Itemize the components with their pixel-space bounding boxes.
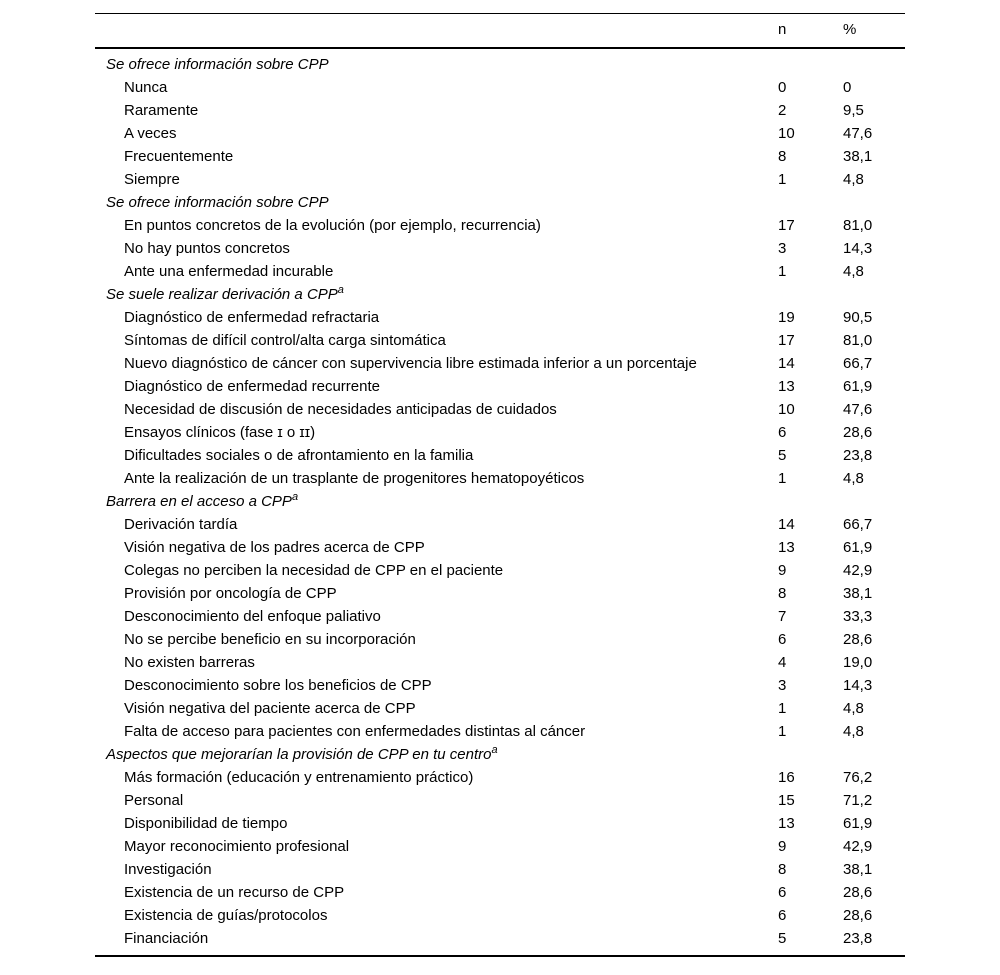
section-title: Se suele realizar derivación a CPP bbox=[106, 286, 338, 303]
header-percent-column: % bbox=[843, 14, 905, 49]
section-header-row bbox=[95, 490, 905, 513]
row-percent-value: 23,8 bbox=[843, 930, 873, 947]
row-n-value: 13 bbox=[778, 539, 795, 556]
row-percent-value: 19,0 bbox=[843, 654, 873, 671]
row-percent-value: 81,0 bbox=[843, 217, 873, 234]
row-label: Visión negativa del paciente acerca de CPP bbox=[124, 700, 416, 717]
row-label: Nuevo diagnóstico de cáncer con supervivencia libre estimada inferior a un porcentaje bbox=[124, 355, 697, 372]
row-label: Disponibilidad de tiempo bbox=[124, 815, 288, 832]
row-percent-value: 61,9 bbox=[843, 539, 873, 556]
row-label: Diagnóstico de enfermedad refractaria bbox=[124, 309, 380, 326]
row-n-value: 13 bbox=[778, 378, 795, 395]
row-n-value: 14 bbox=[778, 516, 795, 533]
row-label: Existencia de guías/protocolos bbox=[124, 907, 328, 924]
row-n-value: 1 bbox=[778, 700, 787, 717]
row-percent-value: 81,0 bbox=[843, 332, 873, 349]
row-percent-value: 4,8 bbox=[843, 470, 864, 487]
row-label: Desconocimiento del enfoque paliativo bbox=[124, 608, 381, 625]
row-percent-value: 9,5 bbox=[843, 102, 864, 119]
row-percent-value: 66,7 bbox=[843, 355, 873, 372]
table-header bbox=[95, 14, 905, 49]
table-row bbox=[95, 421, 905, 444]
footnote-marker: a bbox=[337, 284, 344, 296]
row-label: No hay puntos concretos bbox=[124, 240, 290, 257]
row-percent-value: 71,2 bbox=[843, 792, 873, 809]
row-percent-value: 33,3 bbox=[843, 608, 873, 625]
row-n-value: 9 bbox=[778, 838, 787, 855]
row-n-value: 5 bbox=[778, 447, 787, 464]
table-row bbox=[95, 352, 905, 375]
table-row bbox=[95, 766, 905, 789]
table-row bbox=[95, 858, 905, 881]
row-percent-value: 4,8 bbox=[843, 700, 864, 717]
row-label: Colegas no perciben la necesidad de CPP en el paciente bbox=[124, 562, 504, 579]
row-percent-value: 76,2 bbox=[843, 769, 873, 786]
row-n-value: 13 bbox=[778, 815, 795, 832]
table-row bbox=[95, 812, 905, 835]
row-n-value: 1 bbox=[778, 723, 787, 740]
row-n-value: 7 bbox=[778, 608, 787, 625]
row-percent-value: 61,9 bbox=[843, 815, 873, 832]
row-label: No se percibe beneficio en su incorporación bbox=[124, 631, 416, 648]
row-label: Investigación bbox=[124, 861, 212, 878]
row-label: Siempre bbox=[124, 171, 180, 188]
row-label: Personal bbox=[124, 792, 184, 809]
header-row bbox=[95, 14, 905, 49]
row-n-value: 10 bbox=[778, 125, 795, 142]
section-title: Se ofrece información sobre CPP bbox=[106, 56, 329, 73]
table-row bbox=[95, 306, 905, 329]
row-label: Ante la realización de un trasplante de progenitores hematopoyéticos bbox=[124, 470, 585, 487]
table-row bbox=[95, 536, 905, 559]
table-row bbox=[95, 927, 905, 956]
row-percent-value: 38,1 bbox=[843, 148, 873, 165]
table-row bbox=[95, 444, 905, 467]
row-percent-value: 28,6 bbox=[843, 907, 873, 924]
section-header-row bbox=[95, 191, 905, 214]
table-row bbox=[95, 76, 905, 99]
row-n-value: 3 bbox=[778, 677, 787, 694]
row-n-value: 6 bbox=[778, 424, 787, 441]
table-row bbox=[95, 651, 905, 674]
table-row bbox=[95, 467, 905, 490]
row-label: Visión negativa de los padres acerca de CPP bbox=[124, 539, 425, 556]
row-n-value: 2 bbox=[778, 102, 787, 119]
table-row bbox=[95, 214, 905, 237]
row-n-value: 17 bbox=[778, 217, 795, 234]
section-title-cell bbox=[95, 743, 905, 766]
row-n-value: 8 bbox=[778, 148, 787, 165]
row-percent-value: 4,8 bbox=[843, 263, 864, 280]
row-n-value: 9 bbox=[778, 562, 787, 579]
row-label: Financiación bbox=[124, 930, 209, 947]
section-title: Se ofrece información sobre CPP bbox=[106, 194, 329, 211]
table-row bbox=[95, 904, 905, 927]
row-n-value: 6 bbox=[778, 631, 787, 648]
row-percent-value: 47,6 bbox=[843, 125, 873, 142]
table-row bbox=[95, 398, 905, 421]
row-n-value: 6 bbox=[778, 907, 787, 924]
section-header-row bbox=[95, 48, 905, 76]
section-title-cell bbox=[95, 490, 905, 513]
table-row bbox=[95, 835, 905, 858]
row-n-value: 19 bbox=[778, 309, 795, 326]
results-table-container bbox=[95, 13, 905, 957]
row-n-value: 16 bbox=[778, 769, 795, 786]
row-percent-value: 47,6 bbox=[843, 401, 873, 418]
table-body bbox=[95, 48, 905, 956]
row-n-value: 4 bbox=[778, 654, 787, 671]
row-percent-value: 42,9 bbox=[843, 562, 873, 579]
row-percent-value: 28,6 bbox=[843, 631, 873, 648]
footnote-marker: a bbox=[491, 744, 498, 756]
row-n-value: 17 bbox=[778, 332, 795, 349]
row-label: Más formación (educación y entrenamiento práctico) bbox=[124, 769, 474, 786]
row-label: A veces bbox=[124, 125, 177, 142]
row-percent-value: 28,6 bbox=[843, 424, 873, 441]
table-row bbox=[95, 375, 905, 398]
row-label: Existencia de un recurso de CPP bbox=[124, 884, 345, 901]
row-percent-value: 0 bbox=[843, 79, 852, 96]
table-row bbox=[95, 329, 905, 352]
table-row bbox=[95, 674, 905, 697]
row-label: Nunca bbox=[124, 79, 168, 96]
row-n-value: 3 bbox=[778, 240, 787, 257]
table-row bbox=[95, 582, 905, 605]
row-percent-value: 38,1 bbox=[843, 585, 873, 602]
row-percent-value: 28,6 bbox=[843, 884, 873, 901]
row-n-value: 1 bbox=[778, 263, 787, 280]
row-n-value: 1 bbox=[778, 171, 787, 188]
row-label: En puntos concretos de la evolución (por ejemplo, recurrencia) bbox=[124, 217, 541, 234]
table-row bbox=[95, 628, 905, 651]
row-n-value: 0 bbox=[778, 79, 787, 96]
header-n-column: n bbox=[778, 14, 843, 49]
row-n-value: 14 bbox=[778, 355, 795, 372]
row-label: Provisión por oncología de CPP bbox=[124, 585, 337, 602]
section-title-cell bbox=[95, 191, 905, 214]
table-row bbox=[95, 145, 905, 168]
row-percent-value: 4,8 bbox=[843, 171, 864, 188]
row-label: Ante una enfermedad incurable bbox=[124, 263, 334, 280]
row-label: Dificultades sociales o de afrontamiento en la familia bbox=[124, 447, 474, 464]
table-row bbox=[95, 881, 905, 904]
section-header-row bbox=[95, 743, 905, 766]
row-n-value: 1 bbox=[778, 470, 787, 487]
row-label: Falta de acceso para pacientes con enfermedades distintas al cáncer bbox=[124, 723, 586, 740]
table-row bbox=[95, 697, 905, 720]
footnote-marker: a bbox=[291, 491, 299, 503]
row-n-value: 5 bbox=[778, 930, 787, 947]
row-label: Mayor reconocimiento profesional bbox=[124, 838, 350, 855]
section-title-cell bbox=[95, 48, 905, 76]
row-percent-value: 90,5 bbox=[843, 309, 873, 326]
row-label: Derivación tardía bbox=[124, 516, 238, 533]
section-title: Aspectos que mejorarían la provisión de CPP en tu centro bbox=[106, 746, 492, 763]
row-label: Ensayos clínicos (fase ɪ o ɪɪ) bbox=[124, 424, 316, 441]
table-row bbox=[95, 122, 905, 145]
row-percent-value: 66,7 bbox=[843, 516, 873, 533]
row-n-value: 15 bbox=[778, 792, 795, 809]
row-percent-value: 23,8 bbox=[843, 447, 873, 464]
row-label: Necesidad de discusión de necesidades anticipadas de cuidados bbox=[124, 401, 557, 418]
row-n-value: 8 bbox=[778, 585, 787, 602]
section-title-cell bbox=[95, 283, 905, 306]
row-percent-value: 14,3 bbox=[843, 677, 873, 694]
row-label: Raramente bbox=[124, 102, 199, 119]
row-percent-value: 42,9 bbox=[843, 838, 873, 855]
table-row bbox=[95, 513, 905, 536]
table-row bbox=[95, 720, 905, 743]
row-label: Síntomas de difícil control/alta carga sintomática bbox=[124, 332, 446, 349]
table-row bbox=[95, 605, 905, 628]
row-percent-value: 4,8 bbox=[843, 723, 864, 740]
section-title: Barrera en el acceso a CPP bbox=[106, 493, 292, 510]
header-label-column bbox=[95, 14, 778, 49]
row-label: No existen barreras bbox=[124, 654, 255, 671]
table-row bbox=[95, 99, 905, 122]
row-n-value: 8 bbox=[778, 861, 787, 878]
row-percent-value: 38,1 bbox=[843, 861, 873, 878]
row-n-value: 6 bbox=[778, 884, 787, 901]
table-row bbox=[95, 260, 905, 283]
table-row bbox=[95, 789, 905, 812]
row-label: Frecuentemente bbox=[124, 148, 234, 165]
row-n-value: 10 bbox=[778, 401, 795, 418]
row-label: Diagnóstico de enfermedad recurrente bbox=[124, 378, 380, 395]
row-percent-value: 61,9 bbox=[843, 378, 873, 395]
section-header-row bbox=[95, 283, 905, 306]
table-row bbox=[95, 168, 905, 191]
results-table bbox=[95, 13, 905, 957]
table-row bbox=[95, 559, 905, 582]
row-label: Desconocimiento sobre los beneficios de CPP bbox=[124, 677, 432, 694]
row-percent-value: 14,3 bbox=[843, 240, 873, 257]
table-row bbox=[95, 237, 905, 260]
